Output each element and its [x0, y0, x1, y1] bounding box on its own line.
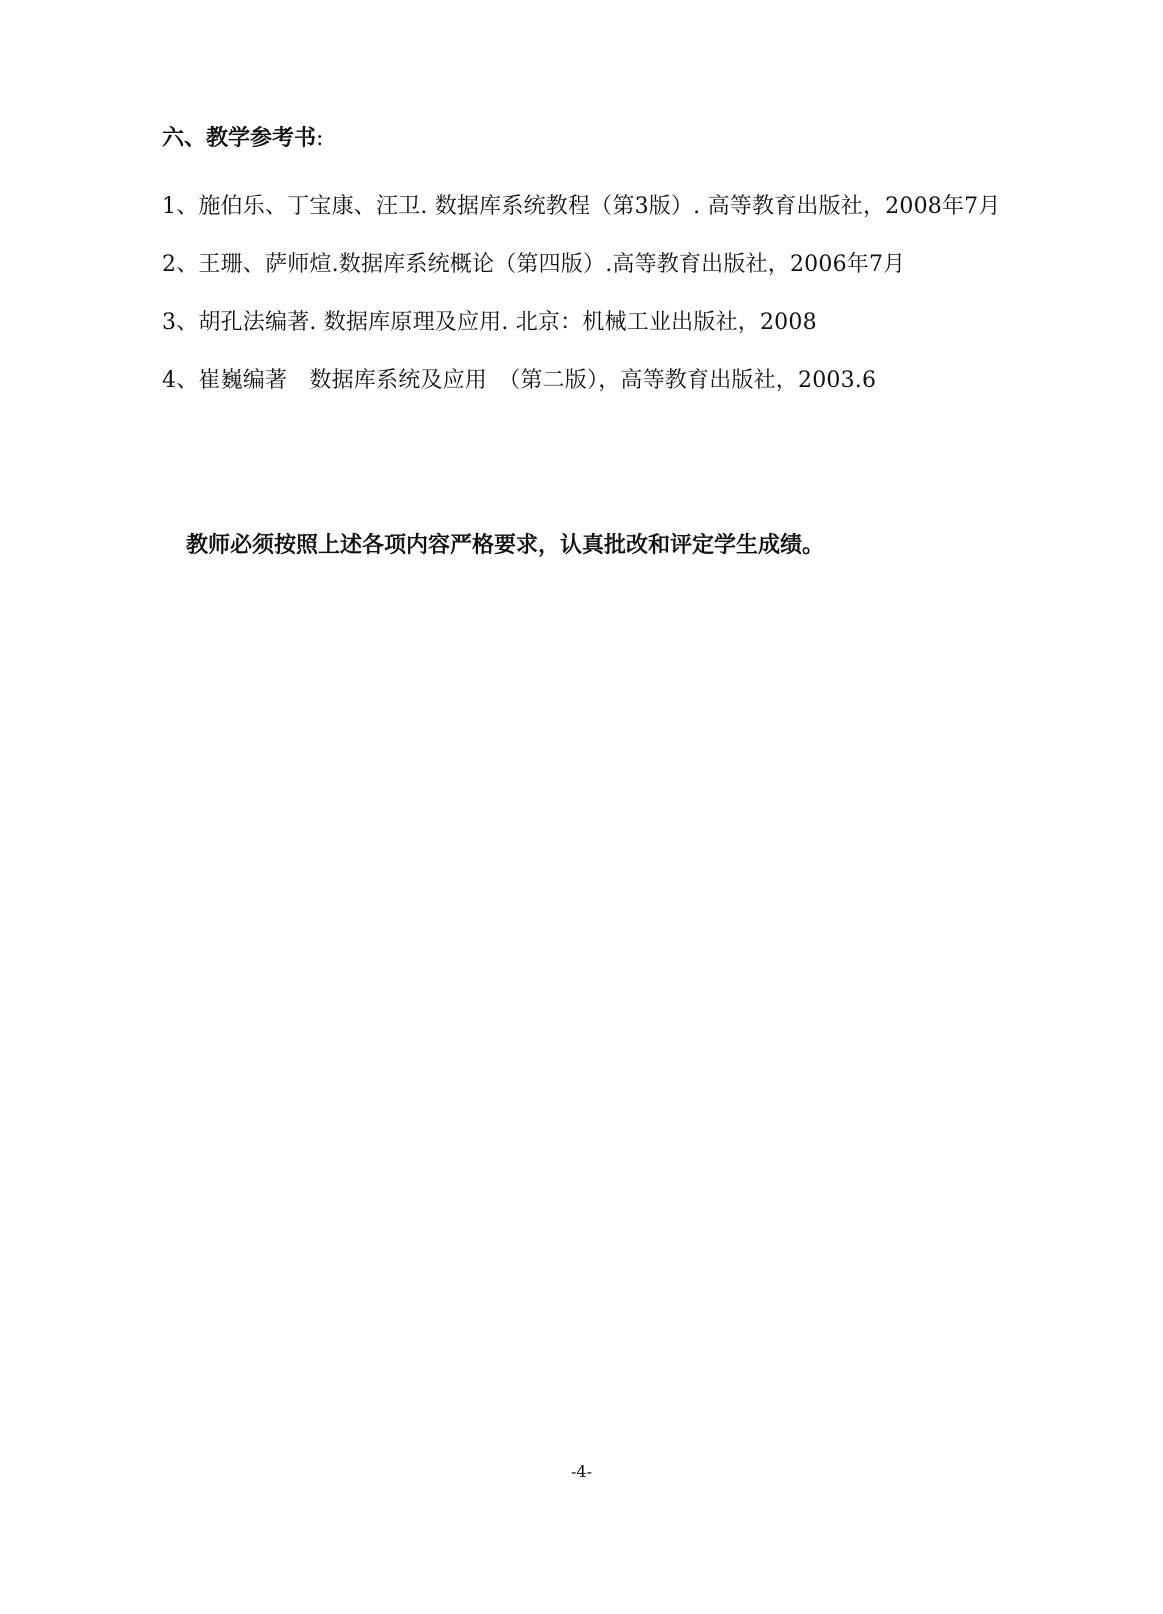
reference-item-2: 2、王珊、萨师煊.数据库系统概论（第四版）.高等教育出版社，2006年7月	[162, 252, 906, 277]
teacher-notice: 教师必须按照上述各项内容严格要求，认真批改和评定学生成绩。	[186, 532, 825, 558]
section-heading	[162, 123, 323, 154]
reference-item-4: 4、崔巍编著 数据库系统及应用 （第二版），高等教育出版社，2003.6	[162, 368, 877, 393]
reference-item-3: 3、胡孔法编著. 数据库原理及应用. 北京：机械工业出版社，2008	[162, 310, 817, 335]
reference-list	[122, 178, 1087, 410]
page-number: -4-	[571, 1462, 592, 1481]
section-heading-text: 六、教学参考书	[162, 125, 317, 151]
reference-item-1: 1、施伯乐、丁宝康、汪卫. 数据库系统教程（第3版）. 高等教育出版社，2008年7月	[162, 194, 1001, 219]
section-heading-colon: :	[316, 126, 324, 151]
